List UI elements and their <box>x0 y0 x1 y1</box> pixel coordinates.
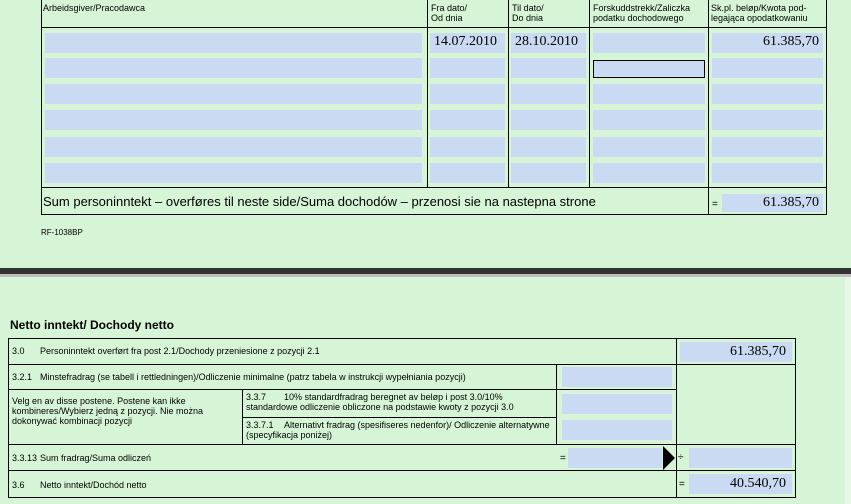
advance-tax-field[interactable] <box>593 110 705 130</box>
minus-sign: ÷ <box>678 452 684 463</box>
page-break-shadow <box>0 274 851 277</box>
line-3-3-7-label: 10% standardfradrag beregnet av beløp i post 3.0/10% standardowe odliczenie obliczone na podstawie kwoty z pozycji 3.0 <box>246 392 514 412</box>
line-3-3-13-number: 3.3.13 <box>12 453 38 463</box>
minimum-deduction-field[interactable] <box>562 367 672 387</box>
from-date-field[interactable] <box>430 137 505 157</box>
line-3-2-1-number: 3.2.1 <box>12 372 33 382</box>
header-employer: Arbeidsgiver/Pracodawca <box>43 3 146 13</box>
taxable-amount-field[interactable] <box>712 110 823 130</box>
taxable-amount-field[interactable] <box>712 163 823 183</box>
header-to-date: Til dato/ Do dnia <box>512 3 544 23</box>
advance-tax-field-focused[interactable] <box>593 60 705 78</box>
to-date-field[interactable] <box>511 58 586 78</box>
line-3-3-7-1-number: 3.3.7.1 <box>246 420 274 430</box>
to-date-field[interactable] <box>511 137 586 157</box>
section-title: Netto inntekt/ Dochody netto <box>10 318 174 332</box>
to-date-field[interactable]: 28.10.2010 <box>511 33 586 53</box>
from-date-field[interactable] <box>430 84 505 104</box>
from-date-field[interactable] <box>430 163 505 183</box>
taxable-amount-field[interactable] <box>712 84 823 104</box>
line-3-6-label: Netto inntekt/Dochód netto <box>40 480 147 490</box>
taxable-amount-field[interactable]: 61.385,70 <box>712 33 823 53</box>
employer-field[interactable] <box>45 33 422 53</box>
carried-income-field[interactable]: 61.385,70 <box>680 342 792 362</box>
employer-field[interactable] <box>45 84 422 104</box>
line-3-2-1-label: Minstefradrag (se tabell i rettledningen)/Odliczenie minimalne (patrz tabela w instrukcji wypełniania pozycji) <box>40 372 466 382</box>
from-date-field[interactable] <box>430 58 505 78</box>
to-date-field[interactable] <box>511 110 586 130</box>
right-edge-strip <box>845 277 851 504</box>
choose-one-note: Velg en av disse postene. Postene kan ikke kombineres/Wybierz jedną z pozycji. Nie można dokonywać kombinacji pozycji <box>12 396 203 426</box>
arrow-right-icon <box>663 446 675 470</box>
taxable-amount-field[interactable] <box>712 58 823 78</box>
header-taxable-amount: Sk.pl. beløp/Kwota pod- legająca opodatkowaniu <box>711 3 808 23</box>
employer-field[interactable] <box>45 137 422 157</box>
line-3-3-7-1-label: Alternativt fradrag (spesifiseres nedenfor)/ Odliczenie alternatywne (specyfikacja poniżej) <box>246 420 550 440</box>
line-3-0-label: Personinntekt overført fra post 2.1/Dochody przeniesione z pozycji 2.1 <box>40 346 320 356</box>
from-date-field[interactable] <box>430 110 505 130</box>
net-income-field[interactable]: 40.540,70 <box>689 474 792 494</box>
employer-field[interactable] <box>45 58 422 78</box>
line-3-6-number: 3.6 <box>12 480 25 490</box>
line-3-3-13-label: Sum fradrag/Suma odliczeń <box>40 453 152 463</box>
taxable-amount-field[interactable] <box>712 137 823 157</box>
header-advance-tax: Forskuddstrekk/Zaliczka podatku dochodowego <box>593 3 691 23</box>
to-date-field[interactable] <box>511 84 586 104</box>
advance-tax-field[interactable] <box>593 33 705 53</box>
line-3-0-number: 3.0 <box>12 346 25 356</box>
advance-tax-field[interactable] <box>593 137 705 157</box>
sum-equals-sign: = <box>712 199 718 210</box>
deductions-total-field[interactable] <box>689 448 792 468</box>
form-code: RF-1038BP <box>41 228 83 237</box>
employer-field[interactable] <box>45 163 422 183</box>
standard-deduction-field[interactable] <box>562 394 672 414</box>
from-date-field[interactable]: 14.07.2010 <box>430 33 505 53</box>
line-3-3-7-number: 3.3.7 <box>246 392 267 402</box>
employer-field[interactable] <box>45 110 422 130</box>
header-from-date: Fra dato/ Od dnia <box>431 3 468 23</box>
sum-deductions-equals: = <box>560 453 566 464</box>
advance-tax-field[interactable] <box>593 84 705 104</box>
sum-income-field[interactable]: 61.385,70 <box>722 194 823 212</box>
sum-income-label: Sum personinntekt – overføres til neste side/Suma dochodów – przenosi sie na nastepna strone <box>43 194 596 209</box>
sum-deductions-field[interactable] <box>568 448 662 468</box>
advance-tax-field[interactable] <box>593 163 705 183</box>
net-income-equals: = <box>679 479 685 490</box>
alternative-deduction-field[interactable] <box>562 420 672 440</box>
to-date-field[interactable] <box>511 163 586 183</box>
